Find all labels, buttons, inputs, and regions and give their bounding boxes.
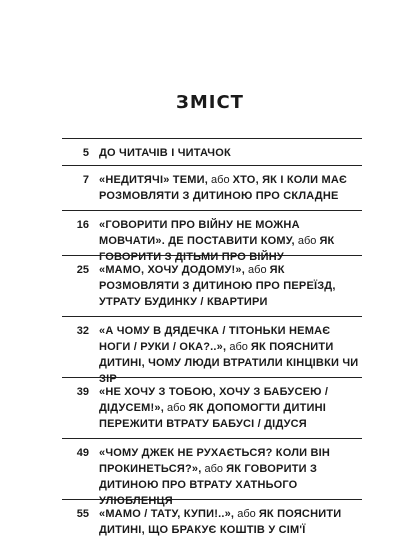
entry-bold: «А ЧОМУ В ДЯДЕЧКА / ТІТОНЬКИ НЕМАЄ НОГИ / РУКИ / ОКА?..», (99, 325, 331, 353)
entry-bold: «ГОВОРИТИ ПРО ВІЙНУ НЕ МОЖНА МОВЧАТИ». ДЕ ПОСТАВИТИ КОМУ, (99, 219, 300, 247)
entry-title (99, 384, 362, 438)
page-number: 7 (82, 174, 89, 186)
page-number: 39 (76, 386, 89, 398)
page-number: 5 (82, 147, 89, 159)
entry-tail: ЯК ПОЯСНИТИ ДИТИНІ, ЩО БРАКУЄ КОШТІВ У СІМ'Ї (99, 508, 342, 536)
toc-entry[interactable] (62, 165, 362, 210)
toc-entry[interactable] (62, 316, 362, 385)
entry-bold: «МАМО / ТАТУ, КУПИ!..», (99, 508, 235, 520)
entry-title (99, 445, 362, 507)
entry-bold: «МАМО, ХОЧУ ДОДОМУ!», (99, 264, 245, 276)
page-number: 49 (76, 447, 89, 459)
entry-bold: «НЕ ХОЧУ З ТОБОЮ, ХОЧУ З БАБУСЕЮ / ДІДУСЕМ!», (99, 386, 329, 414)
entry-tail: ЯК РОЗМОВЛЯТИ З ДИТИНОЮ ПРО ПЕРЕЇЗД, УТРАТУ БУДИНКУ / КВАРТИРИ (99, 264, 336, 308)
entry-title (99, 217, 362, 263)
toc-entry[interactable] (62, 138, 362, 165)
entry-tail: ХТО, ЯК І КОЛИ МАЄ РОЗМОВЛЯТИ З ДИТИНОЮ ПРО СКЛАДНЕ (99, 174, 348, 202)
table-of-contents (62, 138, 362, 544)
page-number: 55 (76, 508, 89, 520)
entry-connector: або (226, 341, 251, 353)
entry-title (99, 506, 362, 544)
page-number: 32 (76, 325, 89, 337)
toc-entry[interactable] (62, 499, 362, 544)
page-number: 16 (76, 219, 89, 231)
entry-title (99, 323, 362, 385)
entry-connector: або (201, 463, 227, 475)
entry-connector: або (164, 402, 189, 414)
entry-tail: ЯК ГОВОРИТИ З ДИТИНОЮ ПРО ВТРАТУ ХАТНЬОГО УЛЮБЛЕНЦЯ (99, 463, 318, 507)
toc-entry[interactable] (62, 438, 362, 507)
entry-connector: або (234, 508, 259, 520)
entry-bold: ДО ЧИТАЧІВ І ЧИТАЧОК (99, 147, 231, 159)
entry-title (99, 172, 362, 210)
entry-bold: «ЧОМУ ДЖЕК НЕ РУХАЄТЬСЯ? КОЛИ ВІН ПРОКИНЕТЬСЯ?», (99, 447, 331, 475)
toc-entry[interactable] (62, 377, 362, 438)
entry-title (99, 262, 362, 316)
entry-tail: ЯК ГОВОРИТИ З ДІТЬМИ ПРО ВІЙНУ (99, 235, 335, 263)
entry-connector: або (294, 235, 320, 247)
entry-tail: ЯК ДОПОМОГТИ ДИТИНІ ПЕРЕЖИТИ ВТРАТУ БАБУСІ / ДІДУСЯ (99, 402, 326, 430)
toc-entry[interactable] (62, 255, 362, 316)
page-title: ЗМІСТ (176, 92, 244, 113)
entry-title (99, 145, 362, 165)
toc-entry[interactable] (62, 210, 362, 263)
page-number: 25 (76, 264, 89, 276)
entry-connector: або (244, 264, 270, 276)
entry-bold: «НЕДИТЯЧІ» ТЕМИ, (99, 174, 208, 186)
entry-connector: або (207, 174, 233, 186)
entry-tail: ЯК ПОЯСНИТИ ДИТИНІ, ЧОМУ ЛЮДИ ВТРАТИЛИ КІНЦІВКИ ЧИ ЗІР (99, 341, 359, 385)
